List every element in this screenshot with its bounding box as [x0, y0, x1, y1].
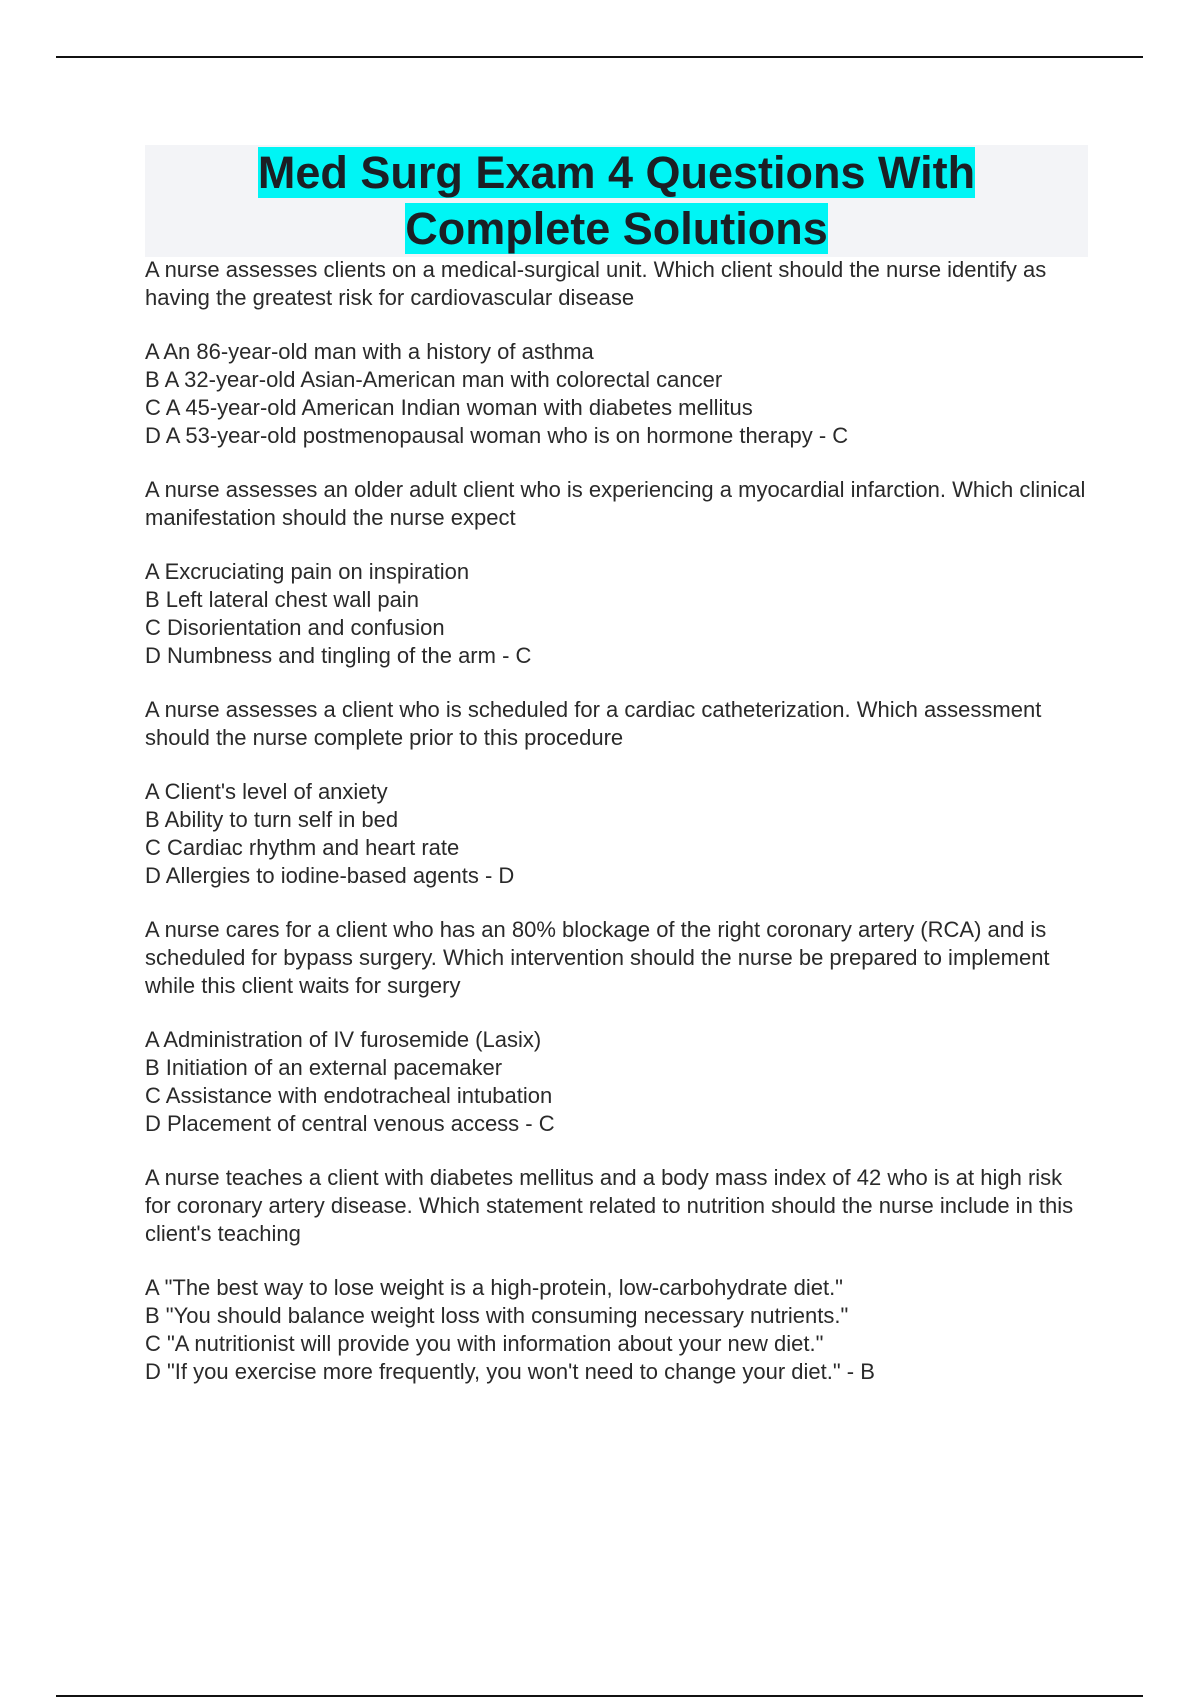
answer-option: D Numbness and tingling of the arm - C [145, 643, 532, 668]
question-block [145, 916, 1090, 1138]
answer-option: A Administration of IV furosemide (Lasix) [145, 1027, 542, 1052]
question-list [145, 256, 1090, 1412]
answer-option: C Assistance with endotracheal intubation [145, 1083, 553, 1108]
question-text: A nurse cares for a client who has an 80% blockage of the right coronary artery (RCA) and is scheduled for bypass surgery. Which intervention should the nurse be prepared to implement while this client waits for surgery [145, 917, 1050, 998]
question-text: A nurse assesses a client who is scheduled for a cardiac catheterization. Which assessment should the nurse complete prior to this procedure [145, 697, 1042, 750]
bottom-rule [56, 1695, 1143, 1697]
question-block [145, 1164, 1090, 1386]
question-text: A nurse teaches a client with diabetes mellitus and a body mass index of 42 who is at high risk for coronary artery disease. Which statement related to nutrition should the nurse include in this client's teaching [145, 1165, 1074, 1246]
document-title-line-1: Med Surg Exam 4 Questions With [257, 147, 976, 198]
answer-options [145, 778, 1090, 890]
question-text: A nurse assesses an older adult client who is experiencing a myocardial infarction. Which clinical manifestation should the nurse expect [145, 477, 1086, 530]
title-block [145, 145, 1088, 257]
answer-option: D "If you exercise more frequently, you won't need to change your diet." - B [145, 1359, 875, 1384]
question-block [145, 696, 1090, 890]
answer-option: A An 86-year-old man with a history of asthma [145, 339, 594, 364]
document-title-line-2: Complete Solutions [405, 203, 828, 254]
answer-option: A Excruciating pain on inspiration [145, 559, 470, 584]
answer-option: B Ability to turn self in bed [145, 807, 399, 832]
answer-option: C "A nutritionist will provide you with information about your new diet." [145, 1331, 824, 1356]
answer-options [145, 558, 1090, 670]
answer-option: A "The best way to lose weight is a high-protein, low-carbohydrate diet." [145, 1275, 843, 1300]
question-block [145, 476, 1090, 670]
question-text: A nurse assesses clients on a medical-surgical unit. Which client should the nurse identify as having the greatest risk for cardiovascular disease [145, 257, 1047, 310]
answer-option: D A 53-year-old postmenopausal woman who is on hormone therapy - C [145, 423, 849, 448]
answer-option: B "You should balance weight loss with consuming necessary nutrients." [145, 1303, 849, 1328]
answer-option: B Left lateral chest wall pain [145, 587, 419, 612]
answer-option: C A 45-year-old American Indian woman with diabetes mellitus [145, 395, 753, 420]
answer-options [145, 338, 1090, 450]
answer-option: D Placement of central venous access - C [145, 1111, 555, 1136]
answer-options [145, 1026, 1090, 1138]
answer-option: B Initiation of an external pacemaker [145, 1055, 503, 1080]
answer-option: A Client's level of anxiety [145, 779, 388, 804]
answer-options [145, 1274, 1090, 1386]
question-block [145, 256, 1090, 450]
answer-option: B A 32-year-old Asian-American man with colorectal cancer [145, 367, 723, 392]
top-rule [56, 56, 1143, 58]
answer-option: D Allergies to iodine-based agents - D [145, 863, 515, 888]
answer-option: C Disorientation and confusion [145, 615, 445, 640]
answer-option: C Cardiac rhythm and heart rate [145, 835, 460, 860]
